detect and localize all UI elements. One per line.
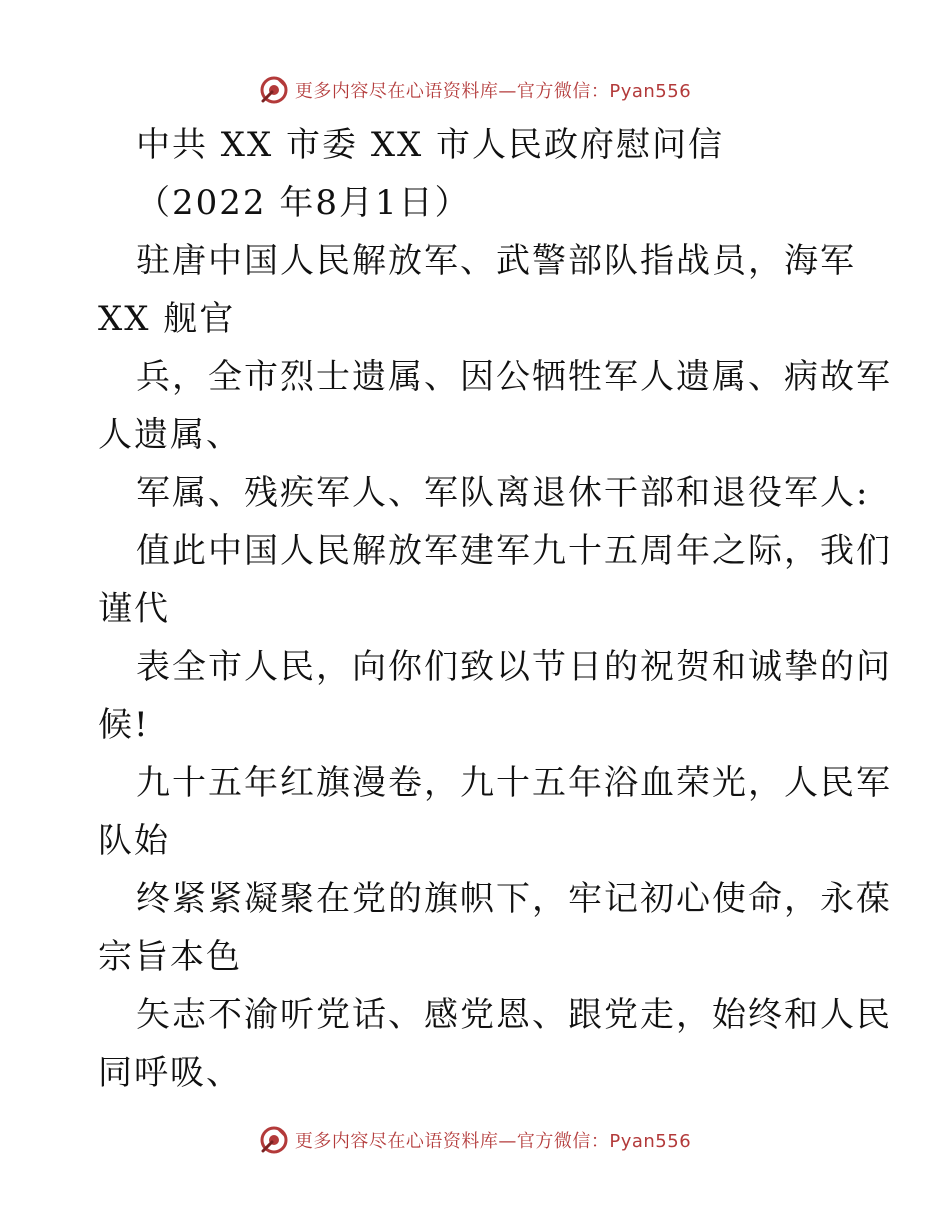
watermark-text: 更多内容尽在心语资料库—官方微信：Pyan556 (294, 81, 692, 102)
text-line: 谨代 (98, 589, 170, 629)
text-line: 矢志不渝听党话、感党恩、跟党走，始终和人民 (136, 995, 892, 1035)
text-line: 表全市人民，向你们致以节日的祝贺和诚挚的问 (136, 647, 892, 687)
letter-date: （2022 年8月1日） (136, 183, 471, 223)
text-line: 终紧紧凝聚在党的旗帜下，牢记初心使命，永葆 (136, 879, 892, 919)
text-line: 人遗属、 (98, 415, 242, 455)
text-line: 候! (98, 705, 150, 745)
letter-body (98, 116, 892, 1102)
text-line: 宗旨本色 (98, 937, 242, 977)
brand-logo-icon (259, 1125, 289, 1155)
text-line: 兵，全市烈士遗属、因公牺牲军人遗属、病故军 (136, 357, 892, 397)
text-line: XX 舰官 (98, 299, 236, 339)
watermark-footer (0, 1123, 950, 1157)
letter-title: 中共 XX 市委 XX 市人民政府慰问信 (136, 125, 725, 165)
text-line: 值此中国人民解放军建军九十五周年之际，我们 (136, 531, 892, 571)
text-line: 同呼吸、 (98, 1053, 242, 1093)
text-line: 队始 (98, 821, 170, 861)
watermark-header (0, 73, 950, 107)
text-line: 军属、残疾军人、军队离退休干部和退役军人: (136, 473, 870, 513)
text-line: 九十五年红旗漫卷，九十五年浴血荣光，人民军 (136, 763, 892, 803)
watermark-text: 更多内容尽在心语资料库—官方微信：Pyan556 (294, 1131, 692, 1152)
text-line: 驻唐中国人民解放军、武警部队指战员，海军 (136, 241, 856, 281)
brand-logo-icon (259, 75, 289, 105)
